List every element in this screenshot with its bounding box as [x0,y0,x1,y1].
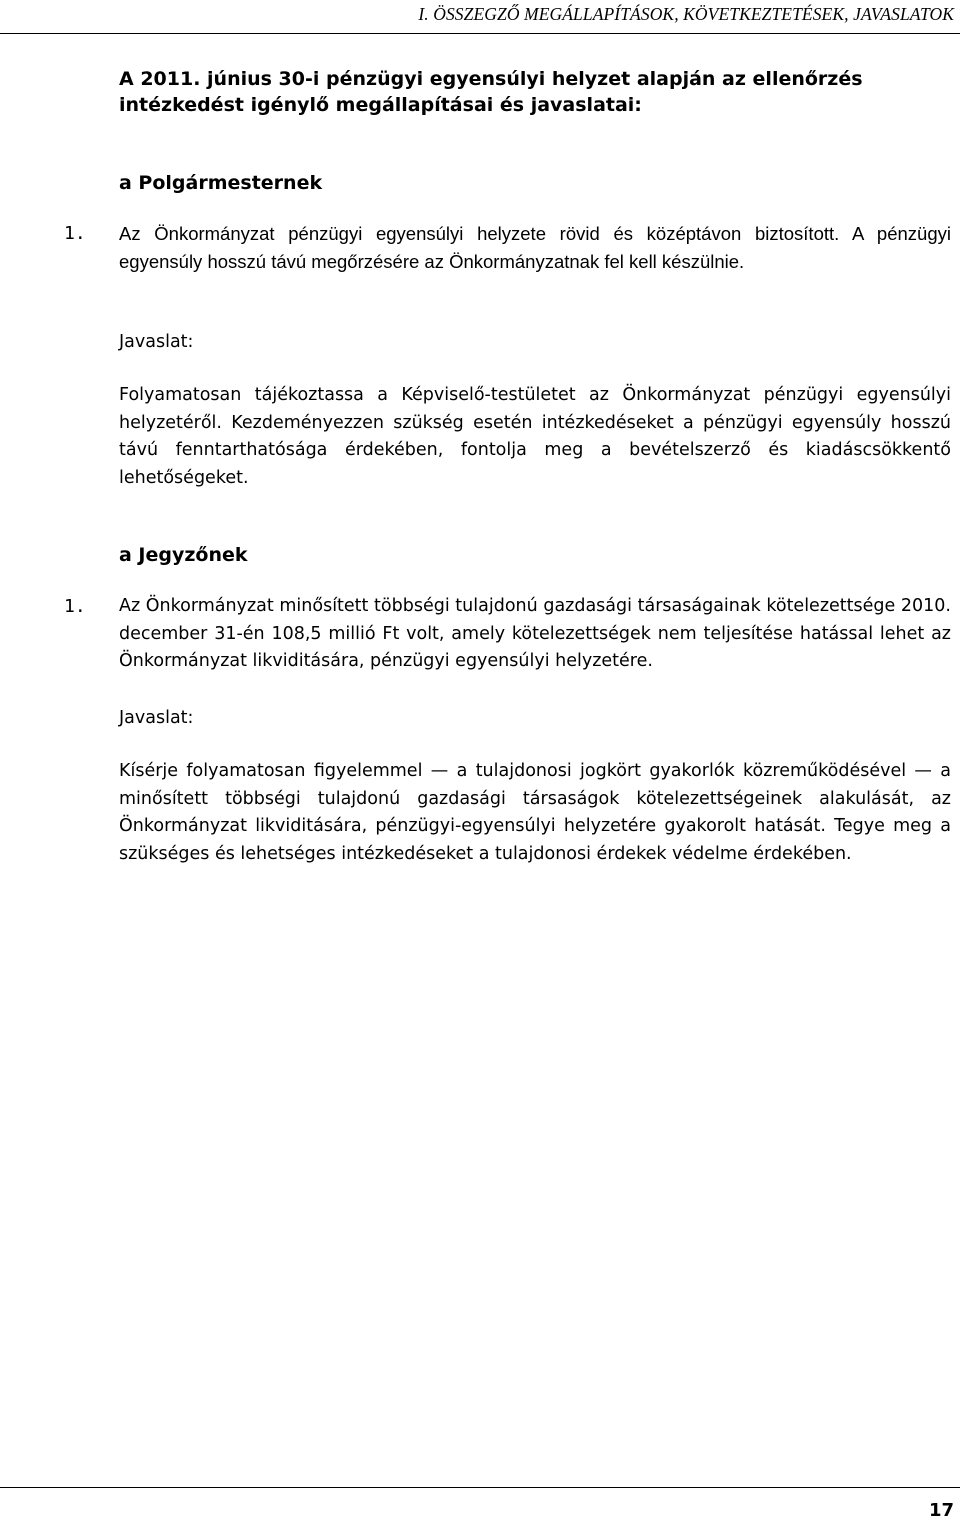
mayor-finding: Az Önkormányzat pénzügyi egyensúlyi helyzete rövid és középtávon biztosított. A pénzügyi egyensúly hosszú távú megőrzésére az Önkormányzatnak fel kell készülnie. [119,223,951,272]
notary-finding: Az Önkormányzat minősített többségi tulajdonú gazdasági társaságainak kötelezettsége 2010. december 31-én 108,5 millió Ft volt, amely kötelezettségek nem teljesítése hatással lehet az Önkormányzat likviditására, pénzügyi egyensúlyi helyzetére. [119,596,951,671]
mayor-proposal-label: Javaslat: [119,332,194,352]
header-rule [0,33,960,34]
notary-heading: a Jegyzőnek [119,544,248,566]
mayor-heading: a Polgármesternek [119,172,323,194]
page-number: 17 [928,1500,954,1521]
notary-proposal: Kísérje folyamatosan figyelemmel — a tulajdonosi jogkört gyakorlók közreműködésével — a minősített többségi tulajdonú gazdasági társaságok kötelezettségeinek alakulását, az Önkormányzat likviditására, pénzügyi-egyensúlyi helyzetére gyakorolt hatását. Tegye meg a szükséges és lehetséges intézkedéseket a tulajdonosi érdekek védelme érdekében. [119,761,951,864]
mayor-proposal: Folyamatosan tájékoztassa a Képviselő-testületet az Önkormányzat pénzügyi egyensúlyi helyzetéről. Kezdeményezzen szükség esetén intézkedéseket a pénzügyi egyensúly hosszú távú fenntarthatósága érdekében, fontolja meg a bevételszerző és kiadáscsökkentő lehetőségeket. [119,385,951,488]
footer-rule [0,1487,960,1488]
notary-proposal-label: Javaslat: [119,708,194,728]
section-title: A 2011. június 30-i pénzügyi egyensúlyi helyzet alapján az ellenőrzés intézkedést igénylő megállapításai és javaslatai: [119,68,863,116]
notary-item-number: 1. [64,596,86,617]
mayor-item-number: 1. [64,223,86,244]
running-header: I. ÖSSZEGZŐ MEGÁLLAPÍTÁSOK, KÖVETKEZTETÉSEK, JAVASLATOK [418,4,954,24]
